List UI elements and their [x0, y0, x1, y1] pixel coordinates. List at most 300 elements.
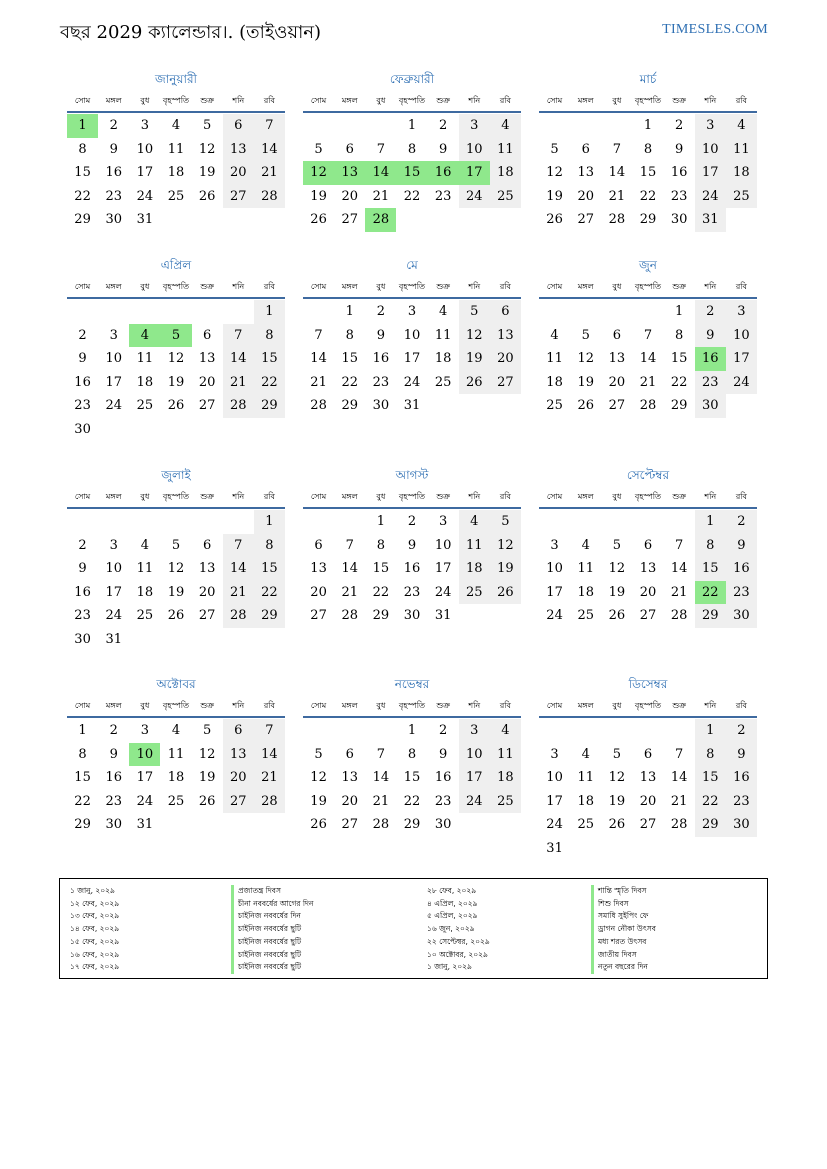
- weekday-header: [67, 693, 285, 718]
- month-block: [539, 466, 757, 628]
- day-cell: 7: [223, 324, 254, 348]
- weekday-header: [539, 693, 757, 718]
- weekday-label: সোম: [74, 282, 91, 291]
- day-cell: 22: [695, 581, 726, 605]
- day-cell: 3: [726, 300, 757, 324]
- day-cell: 14: [223, 557, 254, 581]
- weekday-label: মঙ্গল: [577, 96, 594, 105]
- empty-day-cell: [570, 837, 601, 861]
- day-cell: 23: [403, 584, 421, 600]
- day-cell: 2: [407, 514, 417, 530]
- day-cell: 30: [726, 813, 757, 837]
- day-cell: 6: [345, 141, 354, 157]
- day-cell: 5: [581, 327, 590, 343]
- day-cell: 28: [608, 212, 626, 228]
- day-cell: 7: [612, 141, 621, 157]
- empty-day-cell: [695, 837, 726, 861]
- day-cell: 6: [223, 114, 254, 138]
- day-cell: 3: [109, 537, 118, 553]
- day-cell: 30: [105, 212, 122, 228]
- day-cell: 17: [434, 561, 452, 577]
- day-cell: 21: [372, 188, 390, 204]
- weekday-label: বুধ: [612, 96, 622, 105]
- day-cell: 20: [223, 766, 254, 790]
- day-cell: 2: [695, 300, 726, 324]
- weekday-label: মঙ্গল: [105, 96, 122, 105]
- weekday-label: মঙ্গল: [341, 492, 358, 501]
- day-cell: 19: [198, 165, 216, 181]
- weekday-label: রবি: [735, 282, 747, 291]
- day-cell: 6: [643, 537, 653, 553]
- day-cell: 11: [167, 141, 185, 157]
- day-cell: 31: [546, 840, 563, 856]
- day-cell: 7: [223, 534, 254, 558]
- day-cell: 1: [407, 118, 417, 134]
- day-cell: 17: [136, 165, 154, 181]
- day-cell: 19: [608, 793, 626, 809]
- weekday-label: রবি: [735, 492, 747, 501]
- empty-day-cell: [223, 510, 254, 534]
- month-name: অক্টোবর: [156, 677, 196, 691]
- empty-day-cell: [459, 208, 490, 232]
- day-cell: 26: [310, 212, 327, 228]
- day-cell: 22: [403, 793, 421, 809]
- day-cell: 8: [254, 324, 285, 348]
- day-cell: 10: [695, 138, 726, 162]
- day-cell: 8: [376, 537, 385, 553]
- day-cell: 18: [136, 374, 154, 390]
- day-cell: 2: [109, 118, 118, 134]
- day-cell: 23: [695, 371, 726, 395]
- day-cell: 15: [695, 766, 726, 790]
- day-cell: 8: [695, 743, 726, 767]
- holiday-date: ১৬ জুন, ২০২৯: [427, 924, 475, 934]
- empty-day-cell: [160, 510, 191, 534]
- day-cell: 13: [310, 561, 327, 577]
- day-cell: 15: [254, 557, 285, 581]
- day-cell: 9: [438, 746, 448, 762]
- empty-day-cell: [664, 719, 695, 743]
- day-cell: 14: [341, 561, 358, 577]
- day-cell: 14: [372, 770, 390, 786]
- empty-day-cell: [129, 300, 160, 324]
- day-cell: 4: [459, 510, 490, 534]
- day-cell: 15: [639, 165, 657, 181]
- weekday-label: শনি: [232, 701, 245, 710]
- weekday-label: শনি: [232, 282, 245, 291]
- day-cell: 10: [403, 327, 421, 343]
- day-cell: 13: [639, 770, 657, 786]
- day-cell: 19: [167, 374, 185, 390]
- holiday-date: ১২ ফেব, ২০২৯: [70, 898, 120, 908]
- day-cell: 27: [608, 398, 626, 414]
- day-cell: 23: [434, 188, 452, 204]
- day-cell: 30: [74, 421, 91, 437]
- day-cell: 7: [376, 141, 385, 157]
- empty-day-cell: [601, 114, 632, 138]
- day-cell: 5: [202, 723, 212, 739]
- day-cell: 28: [254, 790, 285, 814]
- day-cell: 3: [695, 114, 726, 138]
- day-cell: 1: [407, 723, 417, 739]
- month-block: [67, 256, 285, 441]
- day-cell: 2: [109, 723, 118, 739]
- weekday-label: বুধ: [612, 282, 622, 291]
- day-cell: 17: [136, 770, 154, 786]
- day-cell: 1: [254, 510, 285, 534]
- day-cell: 15: [74, 770, 91, 786]
- day-cell: 12: [167, 561, 185, 577]
- day-cell: 23: [670, 188, 688, 204]
- day-cell: 30: [105, 817, 122, 833]
- weekday-header: [303, 484, 521, 509]
- weekday-label: শুক্র: [672, 701, 686, 710]
- weekday-label: শনি: [704, 96, 717, 105]
- empty-day-cell: [160, 418, 191, 442]
- day-cell: 18: [490, 161, 521, 185]
- weekday-label: শুক্র: [436, 492, 450, 501]
- weekday-label: শনি: [468, 282, 481, 291]
- month-block: [67, 675, 285, 837]
- day-cell: 12: [490, 534, 521, 558]
- day-cell: 28: [670, 608, 688, 624]
- weekday-label: সোম: [546, 96, 563, 105]
- day-cell: 7: [376, 746, 385, 762]
- day-cell: 19: [608, 584, 626, 600]
- day-cell: 16: [372, 351, 390, 367]
- day-cell: 8: [254, 534, 285, 558]
- day-cell: 21: [341, 584, 358, 600]
- empty-day-cell: [570, 719, 601, 743]
- day-cell: 20: [223, 161, 254, 185]
- day-cell: 13: [577, 165, 594, 181]
- holiday-date: ১৫ ফেব, ২০২৯: [70, 936, 120, 946]
- holiday-date: ১ জানু, ২০২৯: [427, 962, 472, 972]
- day-cell: 3: [550, 746, 559, 762]
- empty-day-cell: [192, 300, 223, 324]
- weekday-label: শুক্র: [200, 96, 214, 105]
- brand-link[interactable]: TIMESLES.COM: [662, 22, 768, 37]
- day-cell: 31: [136, 212, 154, 228]
- page-title: বছর 2029 ক্যালেন্ডার।. (তাইওয়ান): [60, 22, 322, 43]
- day-cell: 21: [608, 188, 626, 204]
- day-cell: 17: [105, 374, 122, 390]
- empty-day-cell: [160, 300, 191, 324]
- day-cell: 20: [341, 793, 358, 809]
- day-cell: 11: [136, 561, 154, 577]
- day-cell: 5: [550, 141, 559, 157]
- holiday-date: ১৬ ফেব, ২০২৯: [70, 949, 120, 959]
- day-cell: 12: [303, 161, 334, 185]
- day-cell: 24: [695, 185, 726, 209]
- day-cell: 4: [581, 537, 590, 553]
- day-cell: 8: [345, 327, 354, 343]
- day-cell: 10: [546, 770, 563, 786]
- day-cell: 13: [223, 138, 254, 162]
- day-cell: 15: [341, 351, 358, 367]
- empty-day-cell: [570, 510, 601, 534]
- day-cell: 15: [74, 165, 91, 181]
- day-cell: 17: [726, 347, 757, 371]
- empty-day-cell: [601, 837, 632, 861]
- day-cell: 5: [459, 300, 490, 324]
- day-cell: 7: [674, 537, 684, 553]
- day-cell: 5: [160, 324, 191, 348]
- day-cell: 13: [608, 351, 626, 367]
- day-cell: 10: [459, 743, 490, 767]
- day-cell: 15: [396, 161, 427, 185]
- day-cell: 16: [105, 165, 122, 181]
- empty-day-cell: [632, 300, 663, 324]
- day-cell: 2: [438, 723, 448, 739]
- weekday-label: রবি: [499, 282, 511, 291]
- empty-day-cell: [223, 813, 254, 837]
- empty-day-cell: [396, 208, 427, 232]
- empty-day-cell: [223, 208, 254, 232]
- day-cell: 29: [254, 604, 285, 628]
- holiday-name: নতুন বছরের দিন: [591, 961, 656, 974]
- day-cell: 27: [198, 398, 216, 414]
- day-cell: 5: [490, 510, 521, 534]
- day-cell: 25: [167, 188, 185, 204]
- day-cell: 7: [314, 327, 323, 343]
- day-cell: 13: [334, 161, 365, 185]
- weekday-label: রবি: [735, 701, 747, 710]
- day-cell: 26: [546, 212, 563, 228]
- day-cell: 7: [643, 327, 653, 343]
- day-cell: 20: [341, 188, 358, 204]
- day-cell: 7: [254, 719, 285, 743]
- day-cell: 15: [403, 770, 421, 786]
- weekday-header: [67, 88, 285, 113]
- day-cell: 8: [78, 746, 87, 762]
- day-cell: 26: [608, 608, 626, 624]
- day-cell: 8: [407, 746, 417, 762]
- day-cell: 26: [459, 371, 490, 395]
- day-cell: 24: [546, 817, 563, 833]
- day-cell: 31: [434, 608, 452, 624]
- day-cell: 9: [407, 537, 417, 553]
- day-cell: 26: [490, 581, 521, 605]
- weekday-label: শনি: [468, 492, 481, 501]
- holiday-date: ১০ অক্টোবর, ২০২৯: [427, 949, 488, 959]
- weekday-label: বৃহস্পতি: [162, 701, 190, 710]
- holiday-names-col-2: [591, 885, 656, 974]
- weekday-label: বৃহস্পতি: [634, 701, 662, 710]
- day-cell: 3: [109, 327, 118, 343]
- day-cell: 16: [428, 161, 459, 185]
- weekday-label: শুক্র: [672, 96, 686, 105]
- weekday-label: বুধ: [376, 492, 386, 501]
- day-cell: 13: [639, 561, 657, 577]
- weekday-header: [303, 88, 521, 113]
- day-cell: 8: [643, 141, 653, 157]
- day-cell: 20: [490, 347, 521, 371]
- empty-day-cell: [303, 719, 334, 743]
- day-cell: 9: [695, 324, 726, 348]
- day-cell: 6: [314, 537, 323, 553]
- day-cell: 22: [341, 374, 358, 390]
- empty-day-cell: [334, 510, 365, 534]
- day-cell: 29: [341, 398, 358, 414]
- day-cell: 12: [608, 561, 626, 577]
- empty-day-cell: [570, 114, 601, 138]
- holiday-date: ১৩ ফেব, ২০২৯: [70, 911, 120, 921]
- weekday-label: সোম: [310, 701, 327, 710]
- day-cell: 9: [109, 141, 118, 157]
- day-cell: 18: [490, 766, 521, 790]
- empty-day-cell: [459, 604, 490, 628]
- day-cell: 27: [198, 608, 216, 624]
- empty-day-cell: [632, 719, 663, 743]
- day-cell: 23: [105, 793, 122, 809]
- weekday-label: রবি: [499, 701, 511, 710]
- day-cell: 6: [202, 327, 212, 343]
- empty-day-cell: [570, 300, 601, 324]
- weekday-label: বৃহস্পতি: [162, 492, 190, 501]
- month-block: [67, 466, 285, 651]
- day-cell: 10: [105, 561, 122, 577]
- weekday-label: মঙ্গল: [105, 282, 122, 291]
- day-cell: 29: [639, 212, 657, 228]
- month-name: সেপ্টেম্বর: [626, 468, 670, 482]
- day-cell: 21: [372, 793, 390, 809]
- day-cell: 21: [639, 374, 657, 390]
- empty-day-cell: [98, 300, 129, 324]
- day-cell: 21: [670, 793, 688, 809]
- day-grid: [67, 719, 285, 837]
- day-cell: 4: [140, 537, 149, 553]
- day-cell: 25: [136, 398, 154, 414]
- day-cell: 19: [198, 770, 216, 786]
- weekday-label: মঙ্গল: [577, 701, 594, 710]
- weekday-label: শনি: [704, 282, 717, 291]
- day-cell: 26: [608, 817, 626, 833]
- holiday-date: ৪ এপ্রিল, ২০২৯: [427, 898, 478, 908]
- day-cell: 11: [490, 743, 521, 767]
- empty-day-cell: [490, 208, 521, 232]
- day-cell: 1: [345, 304, 354, 320]
- empty-day-cell: [160, 628, 191, 652]
- day-cell: 12: [608, 770, 626, 786]
- day-cell: 18: [546, 374, 563, 390]
- day-cell: 22: [639, 188, 657, 204]
- day-cell: 14: [670, 561, 688, 577]
- weekday-label: বুধ: [612, 701, 622, 710]
- weekday-label: মঙ্গল: [577, 282, 594, 291]
- day-cell: 9: [376, 327, 385, 343]
- empty-day-cell: [303, 510, 334, 534]
- day-cell: 12: [577, 351, 594, 367]
- weekday-label: রবি: [499, 492, 511, 501]
- day-cell: 4: [438, 304, 448, 320]
- empty-day-cell: [223, 628, 254, 652]
- day-cell: 24: [136, 793, 154, 809]
- day-cell: 21: [223, 371, 254, 395]
- empty-day-cell: [459, 813, 490, 837]
- day-cell: 22: [670, 374, 688, 390]
- day-cell: 5: [314, 746, 323, 762]
- weekday-label: বুধ: [612, 492, 622, 501]
- day-cell: 23: [434, 793, 452, 809]
- day-cell: 3: [550, 537, 559, 553]
- day-cell: 19: [490, 557, 521, 581]
- day-cell: 20: [198, 374, 216, 390]
- weekday-label: শুক্র: [436, 282, 450, 291]
- day-cell: 9: [726, 743, 757, 767]
- day-cell: 3: [407, 304, 417, 320]
- day-grid: [303, 300, 521, 418]
- day-cell: 28: [341, 608, 358, 624]
- month-name: জুন: [639, 258, 657, 272]
- day-cell: 2: [78, 327, 87, 343]
- day-grid: [67, 114, 285, 232]
- empty-day-cell: [428, 394, 459, 418]
- day-cell: 27: [223, 790, 254, 814]
- day-cell: 17: [546, 793, 563, 809]
- weekday-header: [539, 88, 757, 113]
- empty-day-cell: [334, 114, 365, 138]
- weekday-label: বুধ: [140, 701, 150, 710]
- day-cell: 27: [639, 608, 657, 624]
- month-name: এপ্রিল: [160, 258, 192, 272]
- empty-day-cell: [192, 510, 223, 534]
- empty-day-cell: [632, 510, 663, 534]
- weekday-label: রবি: [263, 96, 275, 105]
- weekday-label: বৃহস্পতি: [398, 492, 426, 501]
- day-cell: 20: [608, 374, 626, 390]
- holiday-name: জাতীয় দিবস: [591, 949, 656, 962]
- day-cell: 7: [674, 746, 684, 762]
- empty-day-cell: [539, 300, 570, 324]
- day-cell: 27: [490, 371, 521, 395]
- weekday-label: মঙ্গল: [341, 96, 358, 105]
- day-cell: 13: [490, 324, 521, 348]
- empty-day-cell: [490, 604, 521, 628]
- day-cell: 30: [74, 631, 91, 647]
- month-name: নভেম্বর: [394, 677, 430, 691]
- day-cell: 26: [167, 398, 185, 414]
- day-cell: 3: [140, 723, 149, 739]
- month-block: [303, 466, 521, 628]
- empty-day-cell: [601, 300, 632, 324]
- month-block: [303, 70, 521, 232]
- day-grid: [67, 300, 285, 441]
- weekday-label: বৃহস্পতি: [162, 96, 190, 105]
- month-block: [303, 675, 521, 837]
- month-name: আগস্ট: [395, 468, 429, 482]
- day-cell: 11: [546, 351, 563, 367]
- day-cell: 23: [74, 398, 91, 414]
- empty-day-cell: [254, 208, 285, 232]
- day-cell: 29: [670, 398, 688, 414]
- day-cell: 27: [310, 608, 327, 624]
- weekday-label: সোম: [546, 282, 563, 291]
- day-cell: 4: [490, 114, 521, 138]
- day-cell: 26: [310, 817, 327, 833]
- day-cell: 26: [198, 793, 216, 809]
- weekday-label: শনি: [232, 96, 245, 105]
- day-cell: 10: [434, 537, 452, 553]
- day-cell: 6: [345, 746, 354, 762]
- day-cell: 4: [171, 723, 181, 739]
- weekday-label: সোম: [74, 492, 91, 501]
- day-cell: 4: [581, 746, 590, 762]
- day-cell: 24: [434, 584, 452, 600]
- day-cell: 1: [695, 510, 726, 534]
- day-cell: 31: [136, 817, 154, 833]
- weekday-label: রবি: [263, 282, 275, 291]
